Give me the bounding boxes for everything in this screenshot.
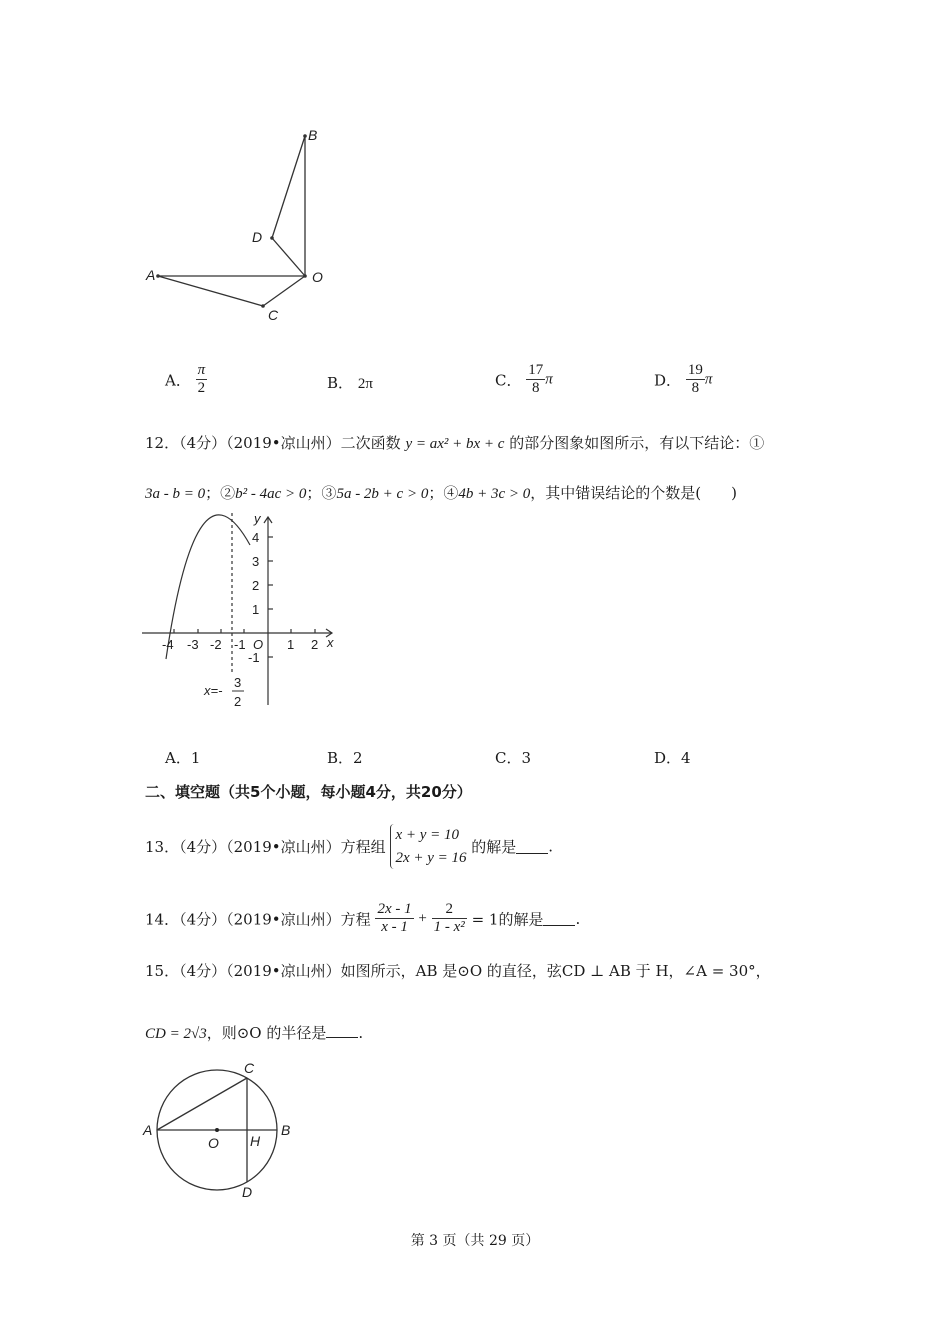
conclusion-3: 5a - 2b + c > 0 xyxy=(336,486,429,502)
q11-option-a[interactable] xyxy=(165,362,207,398)
segment-co xyxy=(263,276,305,306)
x-tick-label: -4 xyxy=(162,637,174,652)
conclusion-4: 4b + 3c > 0 xyxy=(458,486,531,502)
q15-line-1: 15．（4分）（2019•凉山州）如图所示，AB 是⊙O 的直径，弦CD ⊥ AB 于 H，∠A = 30°， xyxy=(145,962,771,980)
q12-line-1 xyxy=(145,432,764,453)
q12-prefix: 12．（4分）（2019•凉山州）二次函数 xyxy=(145,434,401,452)
label-b: B xyxy=(308,127,318,143)
frac-den: x - 1 xyxy=(381,919,408,936)
figure-q12 xyxy=(140,505,350,715)
symmetry-axis-label: x=- xyxy=(204,683,223,698)
option-value: 2π xyxy=(357,376,373,392)
q14-end: . xyxy=(575,909,581,928)
y-axis-label: y xyxy=(254,511,261,526)
answer-blank[interactable] xyxy=(516,839,548,854)
q12-option-c[interactable] xyxy=(495,747,531,768)
q11-option-b[interactable] xyxy=(327,372,373,393)
q13-suffix: 的解是 xyxy=(471,838,517,856)
frac-num: 2 xyxy=(432,901,467,919)
figure-q11 xyxy=(140,120,340,330)
q14-suffix: = 1的解是 xyxy=(471,910,544,929)
frac-den: 2 xyxy=(197,380,206,397)
label-o: O xyxy=(312,269,323,285)
section-heading: 二、填空题（共5个小题，每小题4分，共20分） xyxy=(145,783,472,801)
label-d: D xyxy=(242,1184,253,1200)
separator: ；④ xyxy=(428,484,459,502)
answer-blank[interactable] xyxy=(326,1023,358,1038)
x-tick-label: -1 xyxy=(234,637,246,652)
answer-blank[interactable] xyxy=(543,911,575,926)
pi-symbol: π xyxy=(704,371,713,388)
q11-option-c[interactable] xyxy=(495,362,553,398)
x-axis-label: x xyxy=(327,635,334,650)
q13-end: . xyxy=(548,837,554,856)
q12-option-d[interactable] xyxy=(654,747,691,768)
figure-q15 xyxy=(140,1058,310,1208)
label-d: D xyxy=(252,229,263,245)
equation-system xyxy=(390,824,466,869)
frac-den: 8 xyxy=(691,380,700,397)
q14-prefix: 14．（4分）（2019•凉山州）方程 xyxy=(145,910,371,929)
label-c: C xyxy=(268,307,279,323)
frac-den: 1 - x² xyxy=(433,919,465,936)
q13 xyxy=(145,824,553,869)
q12-question: ，其中错误结论的个数是( ) xyxy=(530,484,737,502)
page-footer: 第 3 页（共 29 页） xyxy=(410,1233,540,1249)
option-text: B．2 xyxy=(327,749,363,767)
x-tick-label: 1 xyxy=(287,637,295,652)
y-tick-label: 2 xyxy=(252,578,260,593)
option-text: C．3 xyxy=(495,749,532,767)
option-text: A．1 xyxy=(165,749,201,767)
q14 xyxy=(145,901,580,937)
label-c: C xyxy=(244,1060,255,1076)
frac-num: 19 xyxy=(686,362,705,380)
cd-length: CD = 2√3 xyxy=(145,1026,207,1042)
option-letter: C． xyxy=(495,371,522,390)
label-o: O xyxy=(208,1135,219,1151)
label-b: B xyxy=(281,1122,291,1138)
frac-num: π xyxy=(196,362,208,380)
label-h: H xyxy=(250,1133,261,1149)
frac-num: 2x - 1 xyxy=(375,901,413,919)
equation-2: 2x + y = 16 xyxy=(395,849,467,866)
q15-question: ，则⊙O 的半径是 xyxy=(206,1024,327,1042)
q13-prefix: 13．（4分）（2019•凉山州）方程组 xyxy=(145,838,386,856)
option-letter: D． xyxy=(654,371,682,390)
q12-option-b[interactable] xyxy=(327,747,363,768)
conclusion-2: b² - 4ac > 0 xyxy=(235,486,307,502)
separator: ；② xyxy=(205,484,236,502)
chord-ac xyxy=(157,1078,247,1130)
frac-num: 17 xyxy=(526,362,545,380)
option-text: D．4 xyxy=(654,749,691,767)
y-tick-label: -1 xyxy=(248,650,260,665)
plus-sign: + xyxy=(418,910,427,927)
option-letter: A． xyxy=(165,371,191,390)
x-tick-label: -2 xyxy=(210,637,222,652)
q15-end: . xyxy=(358,1024,364,1042)
segment-od xyxy=(272,238,305,276)
q12-option-a[interactable] xyxy=(165,747,200,768)
q15-line-2 xyxy=(145,1022,363,1043)
separator: ；③ xyxy=(306,484,337,502)
frac-den: 8 xyxy=(532,380,540,397)
x-tick-label: -3 xyxy=(187,637,199,652)
y-tick-label: 3 xyxy=(252,554,260,569)
y-tick-label: 4 xyxy=(252,530,260,545)
label-a: A xyxy=(143,1122,153,1138)
q12-function: y = ax² + bx + c xyxy=(405,436,505,452)
conclusion-1: 3a - b = 0 xyxy=(145,486,206,502)
equation-1: x + y = 10 xyxy=(395,827,459,843)
symmetry-frac-num: 3 xyxy=(234,675,242,690)
segment-db xyxy=(272,136,305,238)
option-letter: B． xyxy=(327,374,354,392)
q12-suffix: 的部分图象如图所示，有以下结论：① xyxy=(509,434,765,452)
x-tick-label: 2 xyxy=(311,637,319,652)
y-tick-label: 1 xyxy=(252,602,260,617)
q12-line-2 xyxy=(145,482,737,503)
origin-label: O xyxy=(253,637,264,652)
segment-ac xyxy=(158,276,263,306)
pi-symbol: π xyxy=(545,371,553,388)
q11-option-d[interactable] xyxy=(654,362,712,398)
symmetry-frac-den: 2 xyxy=(234,694,242,709)
label-a: A xyxy=(146,267,156,283)
